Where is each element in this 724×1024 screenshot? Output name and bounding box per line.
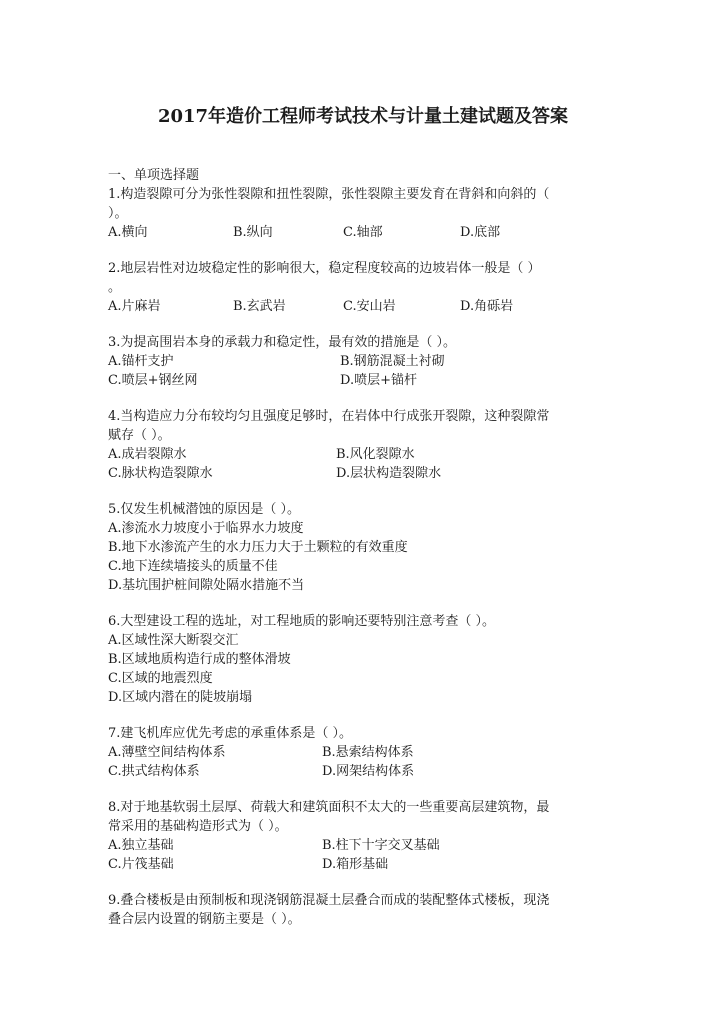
question-1 xyxy=(108,185,618,242)
document-title: 2017年造价工程师考试技术与计量土建试题及答案 xyxy=(157,106,569,127)
question-stem: 7.建飞机库应优先考虑的承重体系是（ ）。 xyxy=(108,726,353,741)
question-2 xyxy=(108,259,618,316)
options xyxy=(108,352,618,390)
option-c: C.片筏基础 xyxy=(108,857,174,872)
question-stem-continued: ）。 xyxy=(108,206,128,221)
option-a: A.片麻岩 xyxy=(108,299,161,314)
options xyxy=(108,445,618,483)
question-stem-continued: 常采用的基础构造形式为（ ）。 xyxy=(108,819,288,834)
option-d: D.喷层+锚杆 xyxy=(340,373,417,388)
option-c: C.安山岩 xyxy=(343,299,396,314)
question-stem-continued: 叠合层内设置的钢筋主要是（ ）。 xyxy=(108,912,301,927)
option-a: A.区域性深大断裂交汇 xyxy=(108,633,239,648)
section-heading: 一、单项选择题 xyxy=(108,168,200,183)
options xyxy=(108,743,618,781)
option-a: A.成岩裂隙水 xyxy=(108,447,187,462)
question-stem: 9.叠合楼板是由预制板和现浇钢筋混凝土层叠合而成的装配整体式楼板，现浇 xyxy=(108,893,550,908)
question-stem: 2.地层岩性对边坡稳定性的影响很大，稳定程度较高的边坡岩体一般是（ ） xyxy=(108,261,541,276)
question-8 xyxy=(108,798,618,874)
option-b: B.柱下十字交叉基础 xyxy=(322,838,440,853)
question-stem-continued: 。 xyxy=(108,280,122,295)
option-c: C.喷层+钢丝网 xyxy=(108,373,198,388)
question-4 xyxy=(108,407,618,483)
question-3 xyxy=(108,333,618,390)
option-d: D.角砾岩 xyxy=(460,299,514,314)
question-5 xyxy=(108,500,618,595)
option-b: B.地下水渗流产生的水力压力大于土颗粒的有效重度 xyxy=(108,540,408,555)
question-stem-continued: 赋存（ ）。 xyxy=(108,428,171,443)
option-b: B.区域地质构造行成的整体滑坡 xyxy=(108,652,291,667)
option-d: D.层状构造裂隙水 xyxy=(336,466,442,481)
option-d: D.箱形基础 xyxy=(322,857,389,872)
option-b: B.风化裂隙水 xyxy=(336,447,415,462)
question-stem: 4.当构造应力分布较均匀且强度足够时，在岩体中行成张开裂隙，这种裂隙常 xyxy=(108,409,550,424)
option-a: A.渗流水力坡度小于临界水力坡度 xyxy=(108,521,304,536)
option-c: C.拱式结构体系 xyxy=(108,764,200,779)
option-d: D.基坑围护桩间隙处隔水措施不当 xyxy=(108,578,305,593)
question-stem: 3.为提高围岩本身的承载力和稳定性，最有效的措施是（ ）。 xyxy=(108,335,457,350)
document-page xyxy=(108,104,618,946)
options xyxy=(108,223,618,242)
option-c: C.轴部 xyxy=(343,225,383,240)
option-c: C.地下连续墙接头的质量不佳 xyxy=(108,559,278,574)
question-9 xyxy=(108,891,618,929)
question-stem: 1.构造裂隙可分为张性裂隙和扭性裂隙，张性裂隙主要发育在背斜和向斜的（ xyxy=(108,187,550,202)
option-d: D.网架结构体系 xyxy=(322,764,415,779)
option-a: A.横向 xyxy=(108,225,148,240)
question-stem: 8.对于地基软弱土层厚、荷载大和建筑面积不太大的一些重要高层建筑物，最 xyxy=(108,800,550,815)
option-c: C.区域的地震烈度 xyxy=(108,671,213,686)
option-b: B.悬索结构体系 xyxy=(322,745,414,760)
option-d: D.底部 xyxy=(460,225,501,240)
option-a: A.锚杆支护 xyxy=(108,354,174,369)
question-stem: 6.大型建设工程的选址，对工程地质的影响还要特别注意考查（ ）。 xyxy=(108,614,496,629)
question-stem: 5.仅发生机械潜蚀的原因是（ ）。 xyxy=(108,502,301,517)
option-d: D.区域内潜在的陡坡崩塌 xyxy=(108,690,253,705)
options xyxy=(108,519,618,595)
option-c: C.脉状构造裂隙水 xyxy=(108,466,213,481)
option-b: B.纵向 xyxy=(233,225,273,240)
option-a: A.独立基础 xyxy=(108,838,174,853)
option-a: A.薄壁空间结构体系 xyxy=(108,745,226,760)
question-7 xyxy=(108,724,618,781)
options xyxy=(108,631,618,707)
options xyxy=(108,297,618,316)
options xyxy=(108,836,618,874)
option-b: B.玄武岩 xyxy=(233,299,286,314)
question-6 xyxy=(108,612,618,707)
option-b: B.钢筋混凝土衬砌 xyxy=(340,354,445,369)
